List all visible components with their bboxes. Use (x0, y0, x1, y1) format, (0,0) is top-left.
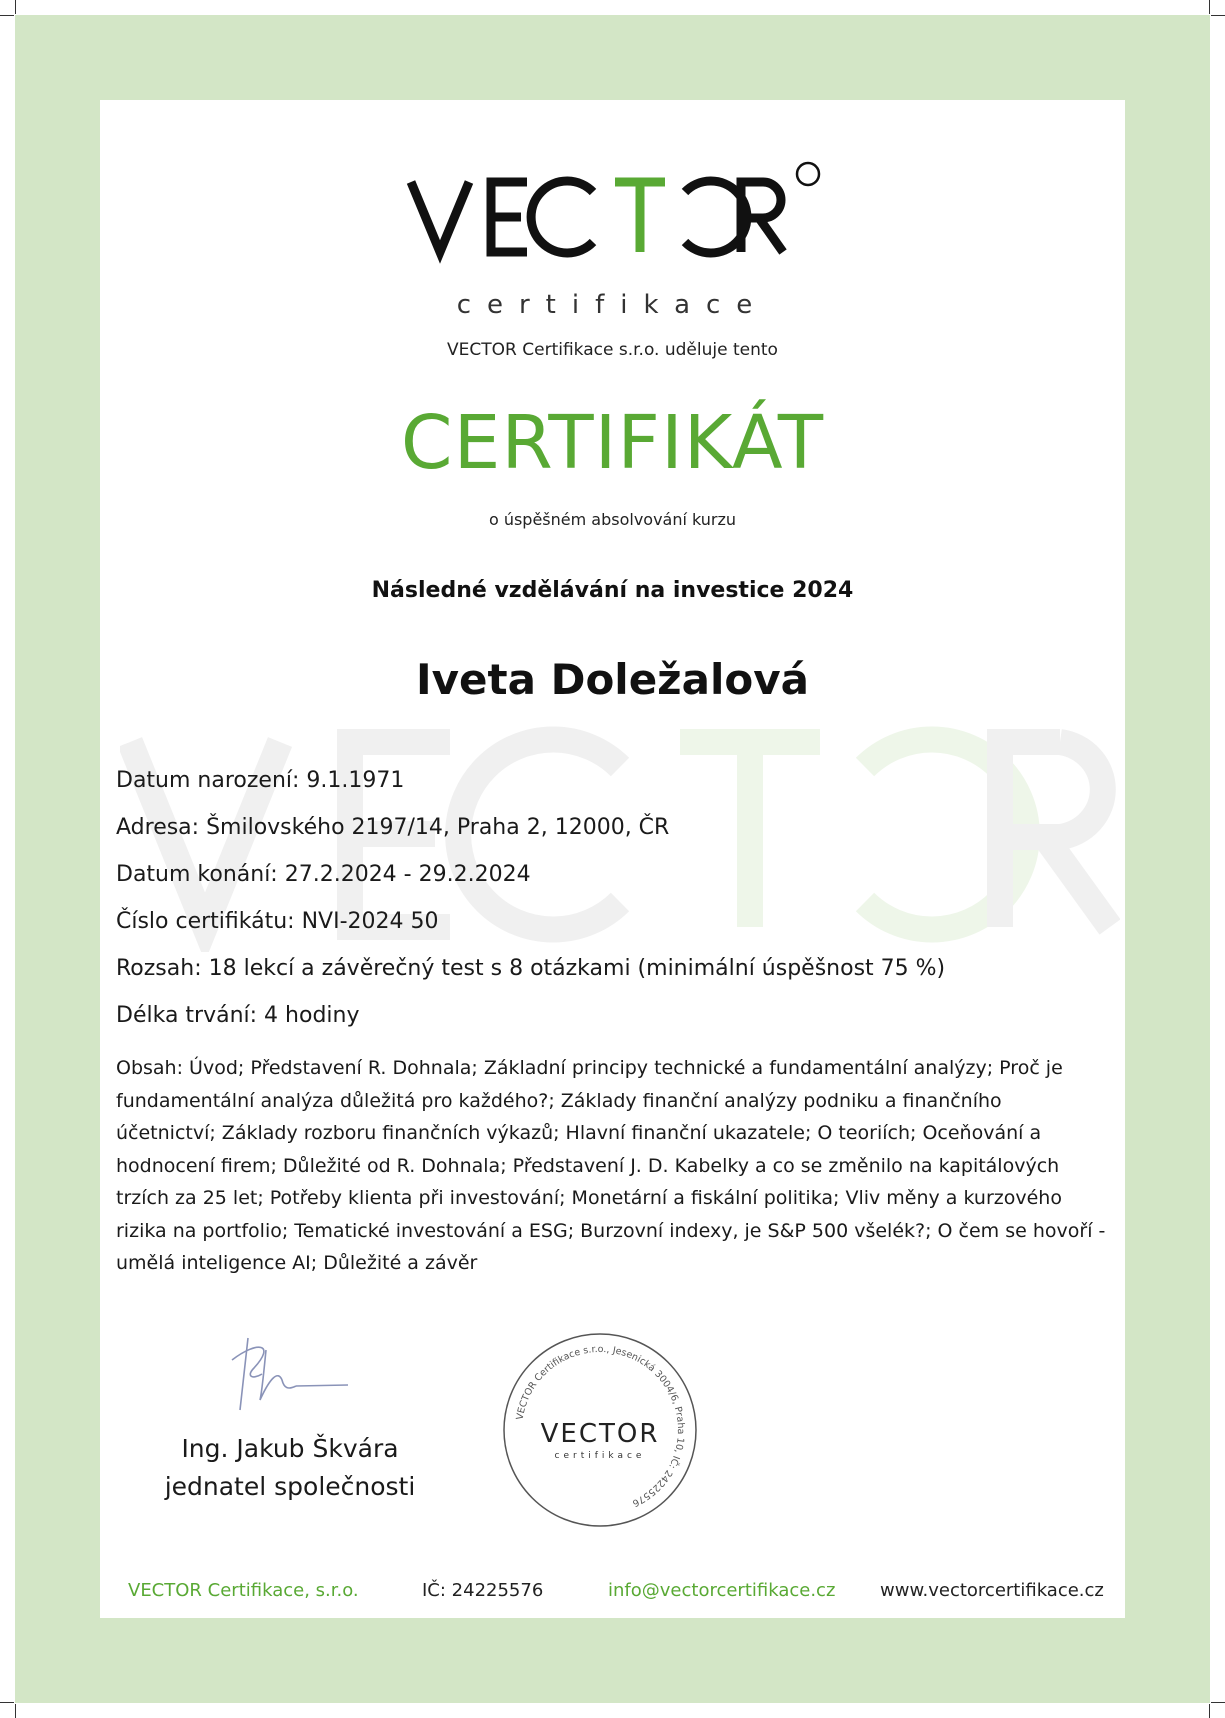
certificate-number: Číslo certifikátu: NVI-2024 50 (116, 909, 439, 934)
signer-block (140, 1430, 440, 1506)
intro-line: VECTOR Certifikace s.r.o. uděluje tento (447, 340, 778, 360)
company-stamp (500, 1330, 700, 1530)
crop-mark-bottom-left-h (0, 1702, 14, 1703)
course-content: Obsah: Úvod; Představení R. Dohnala; Základní principy technické a fundamentální analýzy; Proč je fundamentální analýza důležitá pro každého?; Základy finanční analýzy podniku a finančního účetnictví; Základy rozboru finančních výkazů; Hlavní finanční ukazatele; O teoriích; Oceňování a hodnocení firem; Důležité od R. Dohnala; Představení J. D. Kabelky a co se změnilo na kapitálových trzích za 25 let; Potřeby klienta při investování; Monetární a fiskální politika; Vliv měny a kurzového rizika na portfolio; Tematické investování a ESG; Burzovní indexy, je S&P 500 všelék?; O čem se hovoří - umělá inteligence AI; Důležité a závěr (116, 1057, 1106, 1274)
logo-subtitle-text: certifikace (456, 290, 769, 320)
logo-subtitle (100, 290, 1125, 320)
certificate-card (100, 100, 1125, 1618)
vector-logo (100, 160, 1125, 265)
footer-email[interactable]: info@vectorcertifikace.cz (608, 1580, 836, 1601)
signer-role: jednatel společnosti (164, 1472, 416, 1501)
footer (100, 1580, 1125, 1610)
course-scope: Rozsah: 18 lekcí a závěrečný test s 8 otázkami (minimální úspěšnost 75 %) (116, 956, 946, 981)
certificate-title: CERTIFIKÁT (400, 400, 825, 486)
course-name: Následné vzdělávání na investice 2024 (371, 578, 854, 603)
course-dates: Datum konání: 27.2.2024 - 29.2.2024 (116, 862, 531, 887)
crop-mark-top-left-v (15, 0, 16, 14)
crop-mark-bottom-right-h (1211, 1702, 1225, 1703)
address: Adresa: Šmilovského 2197/14, Praha 2, 12000, ČR (116, 815, 670, 840)
crop-mark-top-left-h (0, 15, 14, 16)
certificate-subtitle: o úspěšném absolvování kurzu (488, 510, 737, 529)
signer-name: Ing. Jakub Škvára (181, 1434, 399, 1463)
course-duration: Délka trvání: 4 hodiny (116, 1003, 360, 1028)
crop-mark-top-right-v (1209, 0, 1210, 14)
footer-ico: IČ: 24225576 (422, 1580, 544, 1601)
birth-date: Datum narození: 9.1.1971 (116, 768, 405, 793)
details-list (116, 765, 1106, 1047)
crop-mark-top-right-h (1211, 15, 1225, 16)
stamp-ring-text: VECTOR Certifikace s.r.o., Jesenická 3004/6, Praha 10, IČ: 24225576 (514, 1343, 687, 1509)
vector-logo-mark (403, 160, 823, 265)
stamp-sub: certifikace (554, 1451, 646, 1461)
footer-company: VECTOR Certifikace, s.r.o. (128, 1580, 359, 1601)
recipient-name: Iveta Doležalová (416, 655, 809, 704)
crop-mark-bottom-right-v (1209, 1704, 1210, 1718)
crop-mark-bottom-left-v (15, 1704, 16, 1718)
stamp-word: VECTOR (540, 1419, 660, 1449)
footer-website[interactable]: www.vectorcertifikace.cz (880, 1580, 1104, 1601)
handwritten-signature (218, 1330, 358, 1420)
